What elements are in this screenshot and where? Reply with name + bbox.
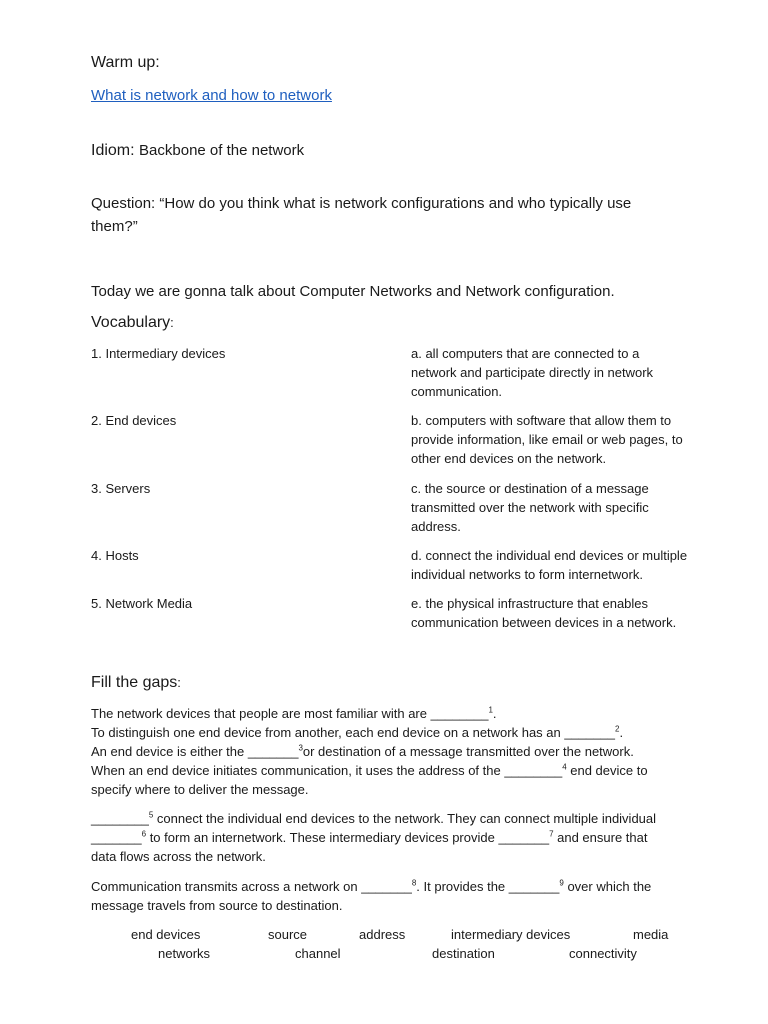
gap-text: ________ — [91, 811, 149, 826]
gap-number: 9 — [559, 878, 564, 888]
definition-line: transmitted over the network with specific — [411, 500, 649, 515]
definition-line: communication. — [411, 384, 503, 399]
vocab-definition-a — [411, 344, 721, 401]
vocabulary-heading-colon: : — [170, 315, 174, 330]
warmup-link[interactable]: What is network and how to network — [91, 87, 332, 104]
gap-text: to form an internetwork. These intermediary devices provide _______ — [146, 830, 550, 845]
definition-line: a. all computers that are connected to a — [411, 346, 640, 361]
question-line-2: them?” — [91, 218, 138, 235]
gap-text: An end device is either the _______ — [91, 744, 299, 759]
gap-text: end device to — [566, 763, 648, 778]
warmup-heading: Warm up: — [91, 54, 160, 71]
word-bank-row-1 — [0, 925, 768, 945]
gap-paragraph-2 — [91, 809, 711, 866]
word-bank-item: intermediary devices — [451, 927, 571, 942]
gap-text: _______ — [91, 830, 142, 845]
fill-gaps-heading-colon: : — [177, 675, 181, 690]
vocabulary-heading — [91, 313, 174, 332]
idiom-label: Idiom: — [91, 142, 135, 159]
gap-number: 8 — [411, 878, 417, 888]
vocab-term: 3. Servers — [91, 481, 151, 496]
gap-number: 3 — [298, 743, 303, 753]
definition-line: address. — [411, 519, 461, 534]
gap-line — [91, 742, 711, 761]
vocab-definition-d — [411, 546, 721, 584]
gap-line — [91, 877, 711, 896]
gap-line — [91, 828, 711, 847]
gap-text: . It provides the _______ — [416, 879, 560, 894]
gap-number: 2 — [614, 724, 620, 734]
gap-text: or destination of a message transmitted over the network. — [302, 744, 634, 759]
vocab-definition-c — [411, 479, 721, 536]
word-bank-item: networks — [158, 946, 211, 961]
gap-line — [91, 723, 711, 742]
fill-gaps-heading-text: Fill the gaps — [91, 674, 178, 691]
definition-line: c. the source or destination of a message — [411, 481, 649, 496]
idiom-text: Backbone of the network — [139, 142, 305, 159]
gap-text: and ensure that — [553, 830, 648, 845]
gap-text: . — [619, 725, 624, 740]
vocab-definition-e — [411, 594, 721, 632]
word-bank-item: media — [633, 927, 669, 942]
definition-line: e. the physical infrastructure that enables — [411, 596, 649, 611]
gap-paragraph-3 — [91, 877, 711, 915]
idiom-line — [91, 139, 304, 162]
gap-text: When an end device initiates communication, it uses the address of the ________ — [91, 763, 563, 778]
word-bank-item: source — [268, 927, 308, 942]
definition-line: provide information, like email or web pages, to — [411, 432, 683, 447]
gap-text: over which the — [563, 879, 652, 894]
gap-text: To distinguish one end device from another, each end device on a network has an _______ — [91, 725, 615, 740]
vocab-term: 1. Intermediary devices — [91, 346, 226, 361]
vocab-definition-b — [411, 411, 721, 468]
definition-line: other end devices on the network. — [411, 451, 607, 466]
gap-number: 5 — [148, 810, 154, 820]
word-bank-item: channel — [295, 946, 341, 961]
gap-text: . — [492, 706, 497, 721]
definition-line: communication between devices in a network. — [411, 615, 677, 630]
gap-number: 1 — [488, 705, 493, 715]
gap-paragraph-1 — [91, 704, 711, 799]
gap-line: data flows across the network. — [91, 849, 266, 864]
word-bank-item: connectivity — [569, 946, 637, 961]
vocabulary-heading-text: Vocabulary — [91, 314, 171, 331]
definition-line: d. connect the individual end devices or multiple — [411, 548, 688, 563]
vocab-term: 2. End devices — [91, 413, 177, 428]
gap-number: 6 — [141, 829, 147, 839]
today-sentence: Today we are gonna talk about Computer Networks and Network configuration. — [91, 283, 615, 300]
gap-text: The network devices that people are most familiar with are ________ — [91, 706, 489, 721]
word-bank-item: address — [359, 927, 406, 942]
gap-line — [91, 704, 711, 723]
vocab-term: 4. Hosts — [91, 548, 139, 563]
gap-number: 7 — [549, 829, 554, 839]
vocab-term: 5. Network Media — [91, 596, 193, 611]
word-bank-item: end devices — [131, 927, 201, 942]
fill-gaps-heading — [91, 673, 181, 692]
gap-line — [91, 761, 711, 780]
gap-line — [91, 809, 711, 828]
gap-text: connect the individual end devices to the network. They can connect multiple individual — [153, 811, 657, 826]
gap-number: 4 — [562, 762, 567, 772]
word-bank-item: destination — [432, 946, 495, 961]
definition-line: individual networks to form internetwork. — [411, 567, 643, 582]
gap-line: specify where to deliver the message. — [91, 782, 309, 797]
definition-line: network and participate directly in network — [411, 365, 654, 380]
word-bank-row-2 — [0, 944, 768, 964]
question-line-1: Question: “How do you think what is network configurations and who typically use — [91, 195, 632, 212]
gap-text: Communication transmits across a network on _______ — [91, 879, 412, 894]
definition-line: b. computers with software that allow them to — [411, 413, 672, 428]
gap-line: message travels from source to destination. — [91, 898, 343, 913]
